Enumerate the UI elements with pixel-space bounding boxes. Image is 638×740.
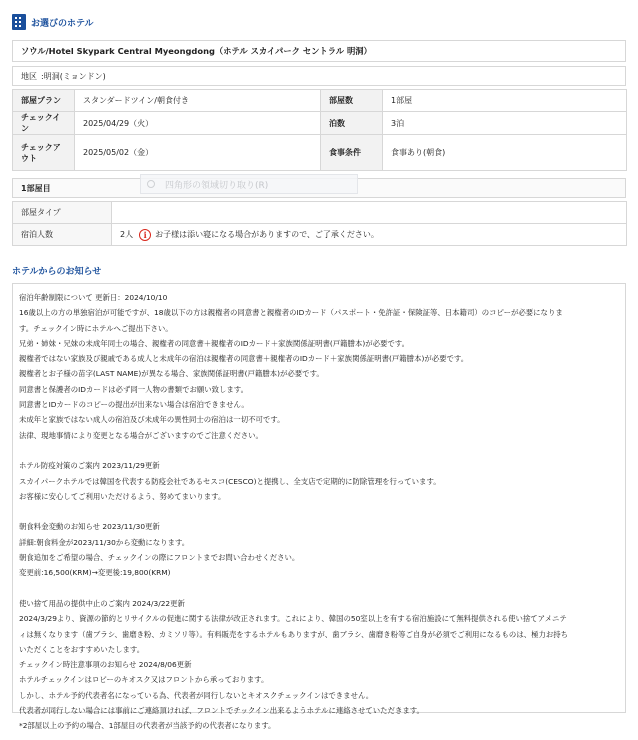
room-heading: 1部屋目: [12, 178, 626, 198]
notice-line: 代表者が同行しない場合には事前にご連絡頂ければ、フロントでチックイン出来るようホテルに連絡させていただきます。: [19, 706, 424, 716]
notice-line: 同意書とIDカードのコピーの提出が出来ない場合は宿泊できません。: [19, 400, 249, 410]
notice-box: [12, 283, 626, 731]
section-title: お選びのホテル: [31, 18, 94, 29]
notice-line: ホテルチェックインはロビーのキオスク又はフロントから承っております。: [19, 675, 269, 685]
area-label: 地区: [21, 71, 37, 81]
notice-line: お客様に安心してご利用いただけるよう、努めてまいります。: [19, 491, 226, 501]
area-value: :明洞(ミョンドン): [41, 71, 106, 81]
area-row: [12, 66, 626, 86]
notice-line: 宿泊年齢制限について 更新日：2024/10/10: [19, 293, 168, 302]
snip-tooltip-text: 四角形の領域切り取り(R): [165, 180, 269, 191]
table-row: [13, 135, 627, 171]
info-warning-icon: i: [139, 229, 151, 241]
notice-line: 未成年と家族ではない成人の宿泊及び未成年の異性同士の宿泊は一切不可です。: [19, 415, 285, 425]
nights-label: 泊数: [321, 112, 383, 135]
notice-line: 同意書と保護者のIDカードは必ず同一人物の書類でお願い致します。: [19, 384, 249, 394]
table-row: [13, 112, 627, 135]
meal-label: 食事条件: [321, 135, 383, 171]
snip-tooltip: [140, 174, 358, 194]
hotel-name: ソウル/Hotel Skypark Central Myeongdong（ホテル スカイパーク セントラル 明洞）: [12, 40, 626, 62]
checkout-label: チェックアウト: [13, 135, 75, 171]
meal-value: 食事あり(朝食): [383, 135, 627, 171]
snip-icon: [147, 180, 155, 188]
notice-gap: [19, 443, 619, 458]
notice-line: チェックイン時注意事項のお知らせ 2024/8/06更新: [19, 660, 192, 670]
notice-line: ィは無くなります（歯ブラシ、歯磨き粉、カミソリ等）。有料販売をするホテルもありますが、歯ブラシ、歯磨き粉等ご自身が必須でご利用になるものは、極力お持ち: [19, 629, 569, 639]
rooms-label: 部屋数: [321, 90, 383, 112]
notice-line: いただくことをおすすめいたします。: [19, 644, 145, 654]
section-header: [12, 12, 94, 32]
guests-value: 2人: [120, 230, 134, 239]
notice-line: 2024/3/29より、資源の節約とリサイクルの促進に関する法律が改正されます。これにより、韓国の50室以上を有する宿泊施設にて無料提供される使い捨てアメニテ: [19, 614, 567, 624]
notice-line: 使い捨て用品の提供中止のご案内 2024/3/22更新: [19, 598, 185, 608]
room-type-label: 部屋タイプ: [13, 202, 112, 224]
nights-value: 3泊: [383, 112, 627, 135]
notice-gap: [19, 581, 619, 596]
notice-line: 親権者ではない家族及び親戚である成人と未成年の宿泊は親権者の同意書＋親権者のIDカード＋家族関係証明書(戸籍謄本)が必要です。: [19, 354, 469, 364]
table-row: [13, 224, 627, 246]
table-row: [13, 202, 627, 224]
plan-label: 部屋プラン: [13, 90, 75, 112]
notice-gap: [19, 504, 619, 519]
plan-value: スタンダードツイン/朝食付き: [75, 90, 321, 112]
building-icon: [12, 14, 26, 30]
notice-line: 親権者とお子様の苗字(LAST NAME)が異なる場合、家族関係証明書(戸籍謄本)が必要です。: [19, 369, 324, 379]
guests-note: お子様は添い寝になる場合がありますので、ご了承ください。: [155, 230, 379, 239]
notice-title: ホテルからのお知らせ: [12, 267, 102, 277]
guests-label: 宿泊人数: [13, 224, 112, 246]
notice-line: 朝食料金変動のお知らせ 2023/11/30更新: [19, 522, 160, 532]
notice-line: す。チェックイン時にホテルへご提出下さい。: [19, 323, 173, 333]
rooms-value: 1部屋: [383, 90, 627, 112]
checkout-value: 2025/05/02（金）: [75, 135, 321, 171]
booking-table: [12, 89, 627, 171]
notice-line: 法律、現地事情により変更となる場合がございますのでご注意ください。: [19, 430, 263, 440]
notice-line: 変更前:16,500(KRM)→変更後:19,800(KRM): [19, 568, 171, 578]
room-type-value: [112, 202, 627, 224]
checkin-label: チェックイン: [13, 112, 75, 135]
notice-line: 詳細:朝食料金が2023/11/30から変動になります。: [19, 537, 190, 547]
notice-line: 16歳以上の方の単独宿泊が可能ですが、18歳以下の方は親権者の同意書と親権者のIDカード（パスポート・免許証・保険証等、日本籍司）のコピーが必要になりま: [19, 308, 563, 318]
checkin-value: 2025/04/29（火）: [75, 112, 321, 135]
guests-cell: [112, 224, 627, 246]
table-row: [13, 90, 627, 112]
notice-line: しかし、ホテル予約代表者名になっている為、代表者が同行しないとキオスクチェックインはできません。: [19, 690, 374, 700]
notice-line: スカイパークホテルでは韓国を代表する防疫会社であるセスコ(CESCO)と提携し、全支店で定期的に防除管理を行っています。: [19, 476, 441, 486]
notice-line: *2部屋以上の予約の場合、1部屋目の代表者が当該予約の代表者になります。: [19, 721, 276, 731]
notice-line: 朝食追加をご希望の場合、チェックインの際にフロントまでお問い合わせください。: [19, 553, 300, 563]
room-table: [12, 201, 627, 246]
notice-line: ホテル防疫対策のご案内 2023/11/29更新: [19, 461, 160, 471]
notice-line: 兄弟・姉妹・兄妹の未成年同士の場合、親権者の同意書＋親権者のIDカード＋家族関係証明書(戸籍謄本)が必要です。: [19, 338, 409, 348]
